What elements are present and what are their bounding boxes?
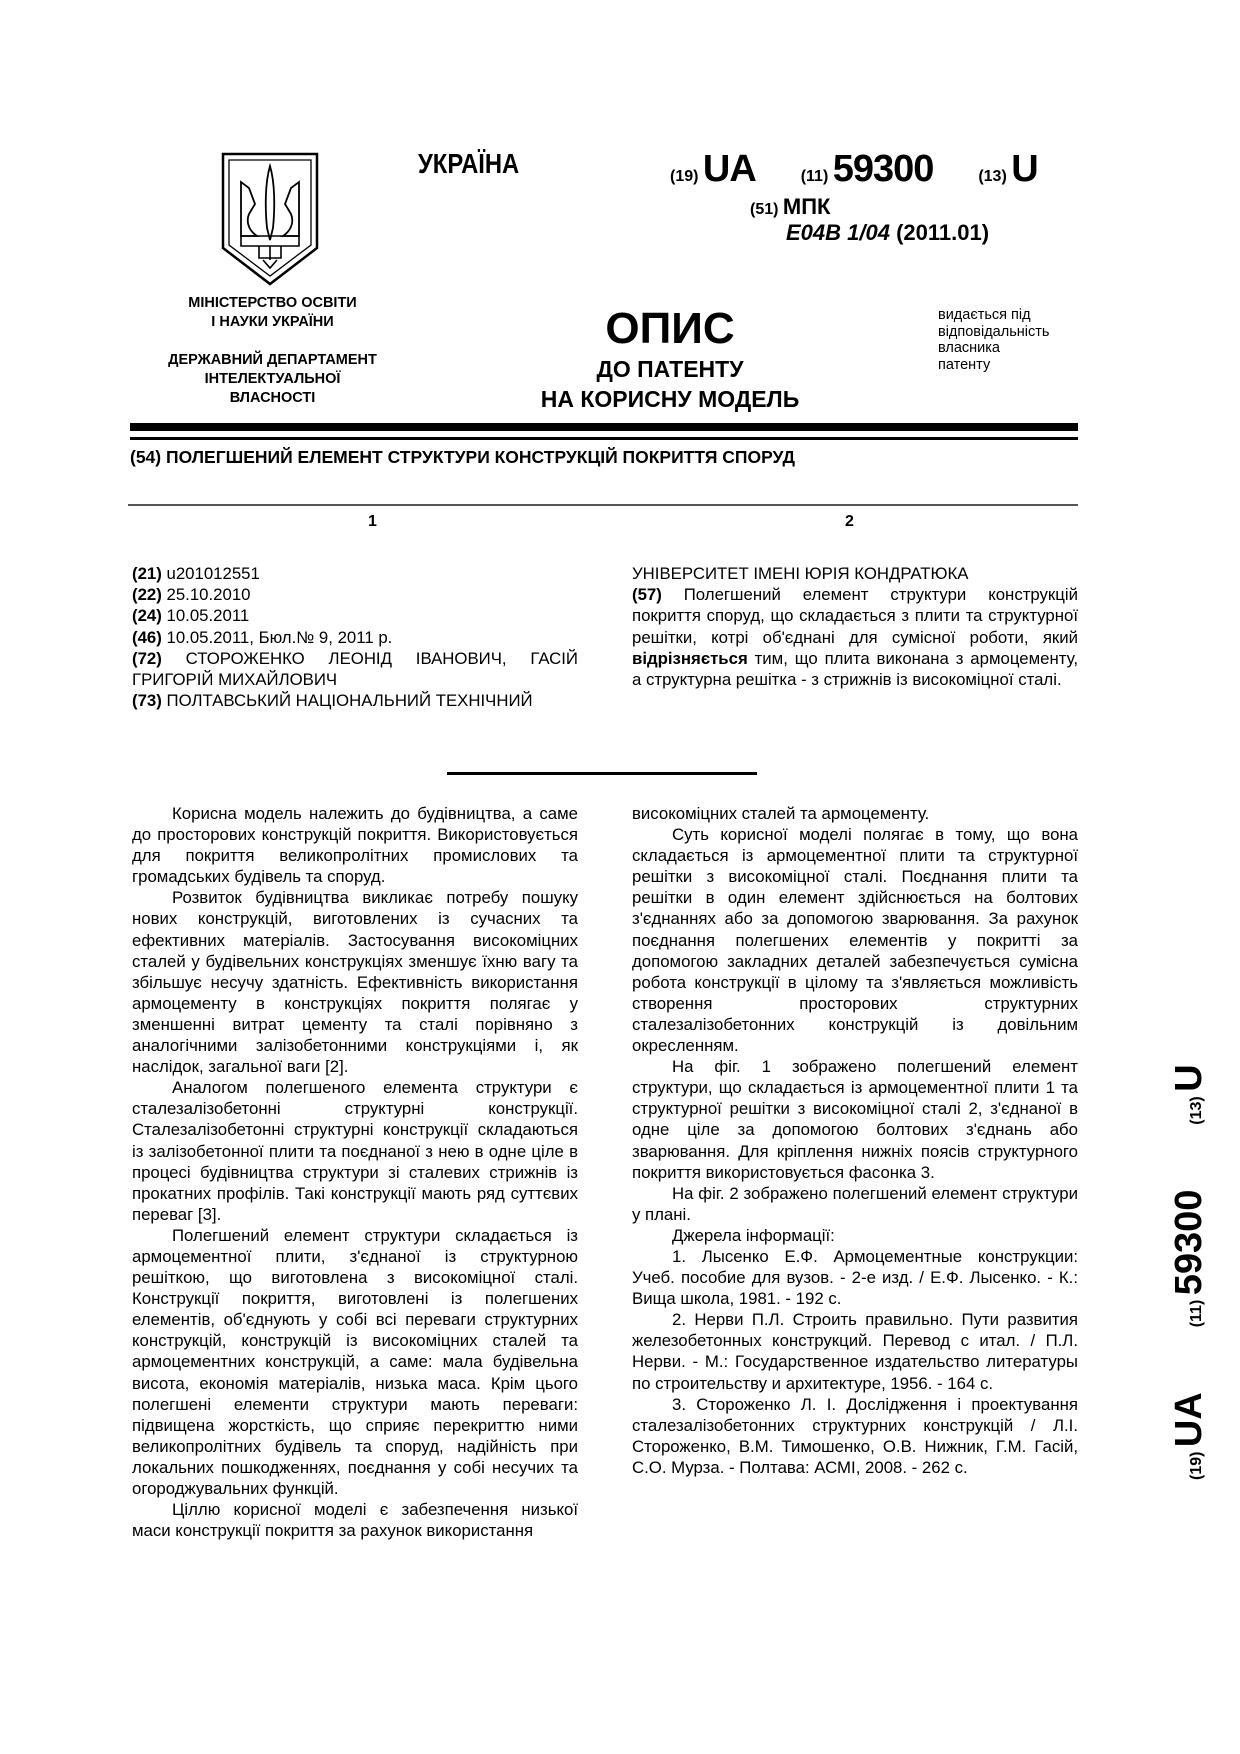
biblio-row bbox=[132, 584, 578, 605]
biblio-code: (21) bbox=[132, 564, 162, 583]
biblio-value: 10.05.2011 bbox=[166, 606, 250, 626]
side-number: 59300 bbox=[1168, 1189, 1210, 1296]
claim-text-before: Полегшений елемент структури конструкцій покриття споруд, що складається з плити та структурної решітки, котрі об'єднані для сумісної роботи, який bbox=[632, 585, 1078, 647]
side-kind: U bbox=[1168, 1064, 1210, 1092]
country-code: UA bbox=[702, 148, 756, 190]
biblio-row bbox=[132, 690, 578, 711]
paragraph: На фіг. 2 зображено полегшений елемент структури у плані. bbox=[632, 1183, 1078, 1224]
kind-code: U bbox=[1011, 148, 1038, 190]
ministry-line: І НАУКИ УКРАЇНИ bbox=[211, 314, 334, 330]
issued-line: патенту bbox=[938, 356, 991, 373]
paragraph: Полегшений елемент структури складається із армоцементної плити, з'єднаної із структурною решіткою, що виготовлена з високоміцної сталі. Конструкції покриття, виготовлені із полегшених елементів, об'єднують у собі всі переваги структурних конструкцій, конструкцій із високоміцних сталей та армоцементних конструкцій, а саме: мала будівельна висота, економія матеріалів, низька маса. Крім цього полегшені елементи структури мають переваги: підвищена жорсткість, що сприяє перекриттю ними великопролітних будівель та споруд, надійність при локальних пошкодженнях, поєднання у собі несучих та огороджувальних функцій. bbox=[132, 1225, 578, 1498]
department-line: ІНТЕЛЕКТУАЛЬНОЇ bbox=[204, 371, 341, 387]
reference-item: 1. Лысенко Е.Ф. Армоцементные конструкции: Учеб. пособие для вузов. - 2-е изд. / Е.Ф. Лысенко. - К.: Вища школа, 1981. - 192 с. bbox=[632, 1246, 1078, 1309]
ipc-class: E04B 1/04 bbox=[786, 220, 890, 245]
column-number-left: 1 bbox=[368, 513, 377, 530]
publication-number bbox=[670, 148, 1038, 191]
description-left-column bbox=[132, 803, 578, 1541]
biblio-code: (24) bbox=[132, 606, 162, 626]
subtitle-line: НА КОРИСНУ МОДЕЛЬ bbox=[540, 386, 800, 412]
biblio-value: ПОЛТАВСЬКИЙ НАЦІОНАЛЬНИЙ ТЕХНІЧНИЙ bbox=[166, 691, 533, 711]
paragraph-continuation: високоміцних сталей та армоцементу. bbox=[632, 804, 930, 823]
claim-emphasis: відрізняється bbox=[632, 648, 748, 668]
document-subtitle bbox=[510, 354, 830, 414]
claim-section bbox=[632, 563, 1078, 690]
ministry-line: МІНІСТЕРСТВО ОСВІТИ bbox=[188, 295, 357, 311]
section-separator bbox=[447, 772, 757, 775]
ipc-heading bbox=[750, 194, 830, 220]
department-line: ВЛАСНОСТІ bbox=[229, 390, 316, 406]
document-title: ОПИС bbox=[605, 304, 735, 353]
issued-note bbox=[938, 307, 1098, 373]
biblio-value: u201012551 bbox=[166, 564, 260, 583]
column-header-rule bbox=[128, 504, 1078, 506]
biblio-code: (22) bbox=[132, 585, 162, 605]
biblio-code: (73) bbox=[132, 691, 162, 711]
biblio-row bbox=[132, 648, 578, 669]
invention-title bbox=[130, 447, 795, 468]
coat-of-arms-icon bbox=[215, 148, 325, 288]
ipc-version: (2011.01) bbox=[896, 220, 990, 245]
reference-item: 3. Стороженко Л. І. Дослідження і проектування сталезалізобетонних структурних конструкцій / Л.І. Стороженко, В.М. Тимошенко, О.В. Нижник, Г.М. Гасій, С.О. Мурза. - Полтава: АСМІ, 2008. - 262 с. bbox=[632, 1394, 1078, 1477]
header-rule-thin bbox=[130, 437, 1078, 440]
issued-line: власника bbox=[938, 340, 1000, 356]
reference-item: 2. Нерви П.Л. Строить правильно. Пути развития железобетонных конструкций. Перевод с итал. / П.Л. Нерви. - М.: Государственное издательство литературы по строительству и архитектуре, 1956. - 164 с. bbox=[632, 1310, 1078, 1393]
department-line: ДЕРЖАВНИЙ ДЕПАРТАМЕНТ bbox=[168, 352, 377, 368]
title-code: (54) bbox=[130, 447, 162, 467]
biblio-value: СТОРОЖЕНКО ЛЕОНІД ІВАНОВИЧ, ГАСІЙ bbox=[185, 648, 578, 668]
biblio-code: (46) bbox=[132, 627, 162, 647]
side-stamp-text bbox=[1168, 1064, 1211, 1480]
paragraph: Суть корисної моделі полягає в тому, що вона складається із армоцементної плити та структурної решітки з високоміцної сталі. Поєднання плити та решітки в один елемент здійснюється на болтових з'єднаннях або за допомогою зварювання. За рахунок поєднання полегшених елементів у покритті за допомогою закладних деталей забезпечується сумісна робота конструкції в цілому та з'являється можливість створення просторових структурних сталезалізобетонних конструкцій із довільним окресленням. bbox=[632, 825, 1078, 1056]
sources-heading: Джерела інформації: bbox=[672, 1225, 835, 1245]
side-number-label: (11) bbox=[1188, 1299, 1205, 1328]
ministry-name bbox=[150, 294, 395, 332]
issued-line: видається під bbox=[938, 307, 1031, 323]
biblio-row-cont: ГРИГОРІЙ МИХАЙЛОВИЧ bbox=[132, 670, 338, 690]
title-text: ПОЛЕГШЕНИЙ ЕЛЕМЕНТ СТРУКТУРИ КОНСТРУКЦІЙ ПОКРИТТЯ СПОРУД bbox=[166, 447, 795, 467]
ipc-code-label: (51) bbox=[750, 201, 779, 218]
paragraph: Корисна модель належить до будівництва, а саме до просторових конструкцій покриття. Використовується для покриття великопролітних промислових та громадських будівель та споруд. bbox=[132, 804, 578, 887]
patent-number: 59300 bbox=[832, 148, 934, 190]
header-rule-thick bbox=[130, 423, 1078, 431]
ipc-classification bbox=[786, 220, 989, 246]
paragraph: Ціллю корисної моделі є забезпечення низької маси конструкції покриття за рахунок використання bbox=[132, 1500, 578, 1541]
side-stamp bbox=[1108, 1000, 1228, 1480]
country-name: УКРАЇНА bbox=[418, 148, 520, 179]
biblio-code: (72) bbox=[132, 648, 162, 668]
column-number-right: 2 bbox=[845, 513, 854, 530]
country-code-label: (19) bbox=[670, 168, 699, 185]
biblio-row bbox=[132, 627, 578, 648]
claim-text-after: тим, що плита виконана з армоцементу, а структурна решітка - з стрижнів із високоміцної сталі. bbox=[632, 648, 1078, 690]
biblio-row bbox=[132, 563, 578, 584]
number-label: (11) bbox=[800, 168, 829, 185]
subtitle-line: ДО ПАТЕНТУ bbox=[596, 356, 744, 382]
claim-text bbox=[632, 584, 1078, 690]
issued-line: відповідальність bbox=[938, 323, 1050, 340]
side-country: UA bbox=[1168, 1392, 1210, 1448]
biblio-row bbox=[132, 605, 578, 626]
description-right-column bbox=[632, 803, 1078, 1478]
biblio-value: 10.05.2011, Бюл.№ 9, 2011 р. bbox=[166, 627, 393, 647]
paragraph: Розвиток будівництва викликає потребу пошуку нових конструкцій, виготовлених із сучасних та ефективних матеріалів. Застосування високоміцних сталей у будівельних конструкціях зменшує їхню вагу та збільшує несучу здатність. Ефективність використання армоцементу в конструкціях покриття полягає у зменшенні витрат цементу та сталі порівняно з аналогічними залізобетонними конструкціями і, як наслідок, загальної ваги [2]. bbox=[132, 888, 578, 1077]
department-name bbox=[145, 351, 400, 408]
kind-label: (13) bbox=[978, 168, 1007, 185]
bibliographic-data bbox=[132, 563, 578, 711]
paragraph: Аналогом полегшеного елемента структури є сталезалізобетонні структурні конструкції. Сталезалізобетонні структурні конструкції складаються із залізобетонної плити та поєднаної з нею в одне ціле в процесі будівництва структури зі сталевих стрижнів із прокатних профілів. Такі конструкції мають ряд суттєвих переваг [3]. bbox=[132, 1078, 578, 1224]
side-country-label: (19) bbox=[1188, 1451, 1205, 1480]
paragraph: На фіг. 1 зображено полегшений елемент структури, що складається із армоцементної плити 1 та структурної решітки з високоміцної сталі 2, з'єднаної в одне ціле за допомогою болтових з'єднань або зварювання. Для кріплення нижніх поясів структурного покриття використовується фасонка 3. bbox=[632, 1057, 1078, 1182]
owner-continuation: УНІВЕРСИТЕТ ІМЕНІ ЮРІЯ КОНДРАТЮКА bbox=[632, 564, 969, 583]
ipc-label: МПК bbox=[782, 194, 831, 219]
biblio-value: 25.10.2010 bbox=[166, 585, 251, 605]
side-kind-label: (13) bbox=[1188, 1096, 1205, 1125]
claim-code: (57) bbox=[632, 585, 662, 605]
